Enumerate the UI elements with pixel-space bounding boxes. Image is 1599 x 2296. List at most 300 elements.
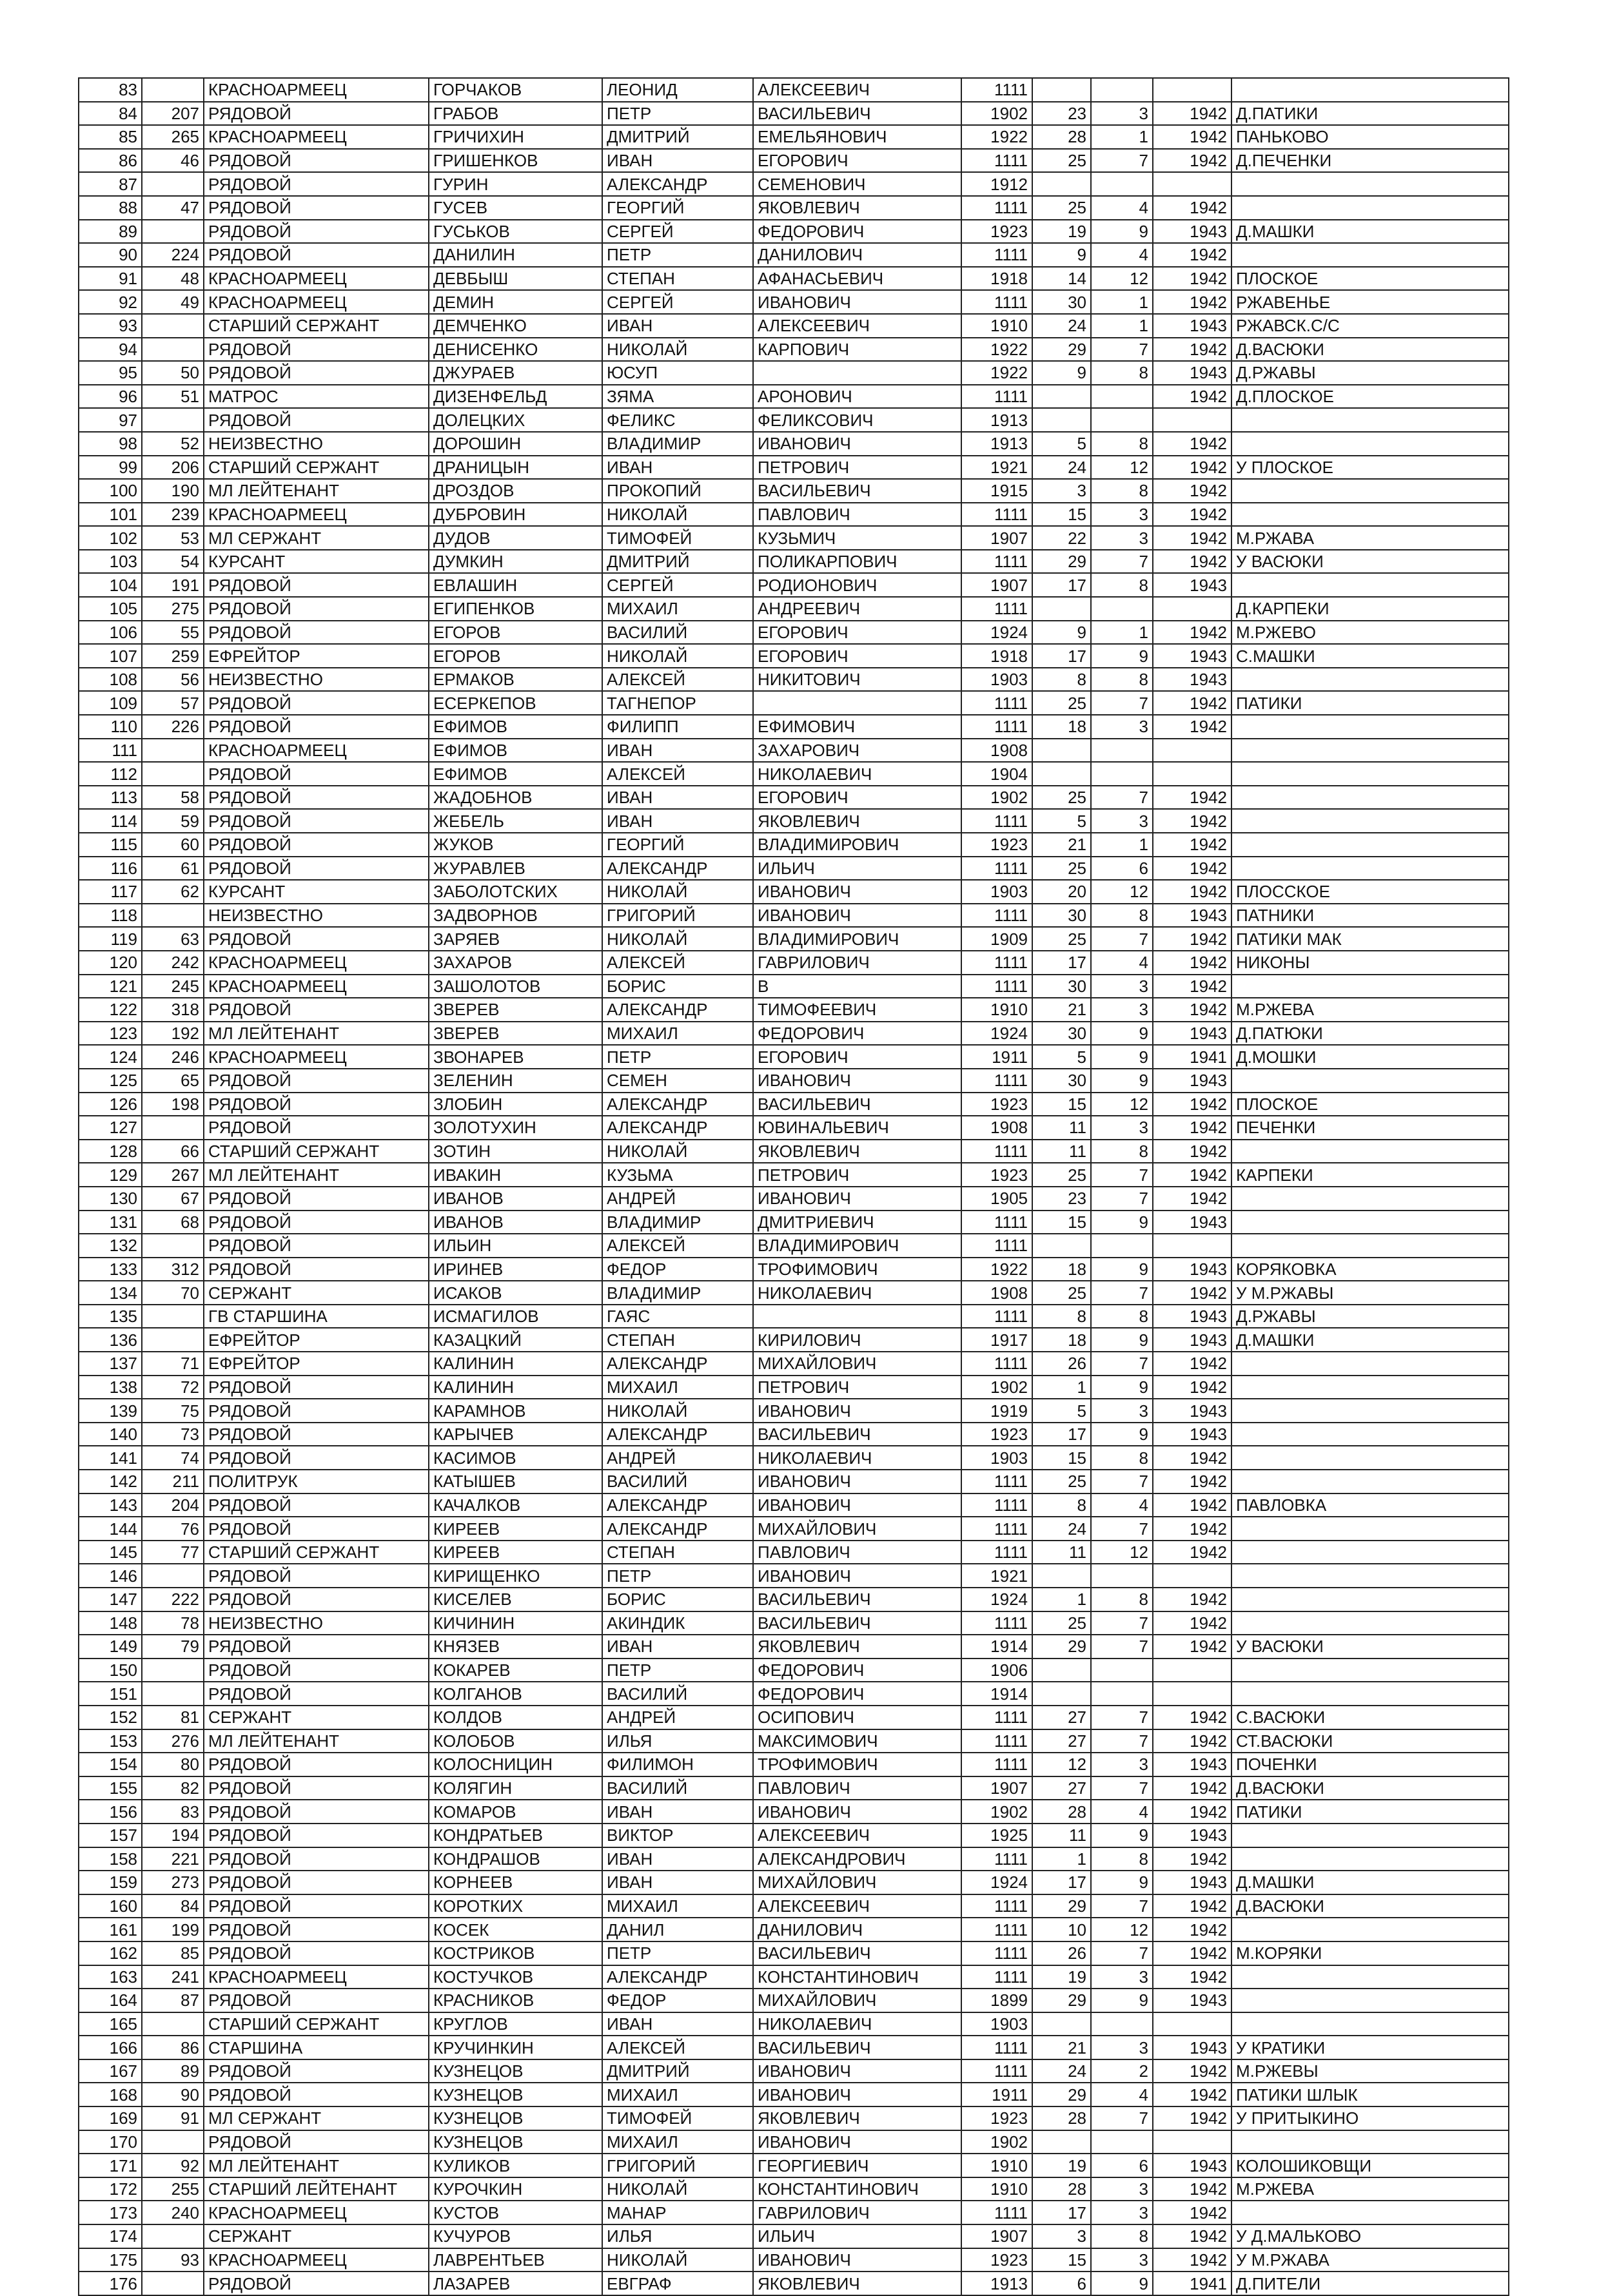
first-name-cell: ИЛЬЯ <box>602 2224 753 2248</box>
table-row <box>79 809 1509 833</box>
burial-place-cell <box>1231 1470 1509 1493</box>
death-year-cell: 1943 <box>1153 1753 1231 1776</box>
death-year-cell: 1942 <box>1153 526 1231 550</box>
table-row <box>79 904 1509 928</box>
burial-place-cell <box>1231 1187 1509 1211</box>
row-number-cell: 97 <box>79 408 142 432</box>
patronymic-cell: ИВАНОВИЧ <box>753 1399 961 1423</box>
death-day-cell: 17 <box>1032 2201 1091 2224</box>
patronymic-cell: КИРИЛОВИЧ <box>753 1328 961 1352</box>
row-number-cell: 132 <box>79 1234 142 1258</box>
burial-place-cell <box>1231 857 1509 880</box>
row-number-cell: 160 <box>79 1894 142 1918</box>
patronymic-cell: ИВАНОВИЧ <box>753 290 961 314</box>
death-day-cell: 19 <box>1032 2154 1091 2177</box>
death-day-cell: 26 <box>1032 1352 1091 1376</box>
burial-place-cell: ПЕЧЕНКИ <box>1231 1116 1509 1140</box>
patronymic-cell: ЯКОВЛЕВИЧ <box>753 2106 961 2130</box>
death-year-cell <box>1153 762 1231 786</box>
death-day-cell: 17 <box>1032 573 1091 597</box>
patronymic-cell: ВАСИЛЬЕВИЧ <box>753 1611 961 1635</box>
table-row <box>79 691 1509 715</box>
table-row <box>79 573 1509 597</box>
first-name-cell: ФИЛИМОН <box>602 1753 753 1776</box>
record-number-cell <box>142 1682 204 1706</box>
death-day-cell: 25 <box>1032 1163 1091 1187</box>
surname-cell: ДЕМИН <box>429 290 602 314</box>
row-number-cell: 94 <box>79 338 142 362</box>
patronymic-cell: АЛЕКСЕЕВИЧ <box>753 78 961 102</box>
row-number-cell: 153 <box>79 1729 142 1753</box>
table-row <box>79 597 1509 621</box>
burial-place-cell: СТ.ВАСЮКИ <box>1231 1729 1509 1753</box>
record-number-cell: 222 <box>142 1588 204 1611</box>
patronymic-cell: НИКИТОВИЧ <box>753 668 961 692</box>
death-month-cell: 2 <box>1091 2059 1153 2083</box>
surname-cell: КАЗАЦКИЙ <box>429 1328 602 1352</box>
birth-year-cell: 1922 <box>961 125 1032 149</box>
record-number-cell: 318 <box>142 998 204 1022</box>
first-name-cell: ФИЛИПП <box>602 715 753 739</box>
burial-place-cell <box>1231 1352 1509 1376</box>
death-year-cell: 1942 <box>1153 479 1231 503</box>
document-sheet <box>78 77 1509 2296</box>
death-year-cell: 1943 <box>1153 1824 1231 1847</box>
table-row <box>79 1187 1509 1211</box>
patronymic-cell: МАКСИМОВИЧ <box>753 1729 961 1753</box>
birth-year-cell: 1111 <box>961 385 1032 409</box>
burial-place-cell <box>1231 1140 1509 1163</box>
death-day-cell: 1 <box>1032 1588 1091 1611</box>
death-day-cell: 5 <box>1032 809 1091 833</box>
first-name-cell: АЛЕКСАНДР <box>602 172 753 196</box>
patronymic-cell: ТИМОФЕЕВИЧ <box>753 998 961 1022</box>
burial-place-cell: С.МАШКИ <box>1231 644 1509 668</box>
death-year-cell: 1942 <box>1153 1611 1231 1635</box>
record-number-cell: 91 <box>142 2106 204 2130</box>
surname-cell: ГРИШЕНКОВ <box>429 149 602 173</box>
death-day-cell: 19 <box>1032 220 1091 244</box>
death-year-cell: 1943 <box>1153 1399 1231 1423</box>
first-name-cell: ИЛЬЯ <box>602 1729 753 1753</box>
surname-cell: КАРЫЧЕВ <box>429 1423 602 1446</box>
row-number-cell: 125 <box>79 1069 142 1093</box>
rank-cell: РЯДОВОЙ <box>204 857 429 880</box>
table-row <box>79 762 1509 786</box>
row-number-cell: 126 <box>79 1093 142 1116</box>
patronymic-cell: ЯКОВЛЕВИЧ <box>753 1635 961 1659</box>
first-name-cell: ВАСИЛИЙ <box>602 1776 753 1800</box>
burial-place-cell: У М.РЖАВА <box>1231 2248 1509 2272</box>
rank-cell: КРАСНОАРМЕЕЦ <box>204 2248 429 2272</box>
burial-place-cell: Д.РЖАВЫ <box>1231 1305 1509 1328</box>
row-number-cell: 108 <box>79 668 142 692</box>
table-row <box>79 456 1509 480</box>
first-name-cell: НИКОЛАЙ <box>602 338 753 362</box>
record-number-cell: 55 <box>142 621 204 645</box>
first-name-cell: ИВАН <box>602 456 753 480</box>
table-row <box>79 1423 1509 1446</box>
row-number-cell: 118 <box>79 904 142 928</box>
patronymic-cell: ЕГОРОВИЧ <box>753 644 961 668</box>
death-year-cell: 1942 <box>1153 1376 1231 1399</box>
patronymic-cell: ВАСИЛЬЕВИЧ <box>753 1941 961 1965</box>
patronymic-cell: ПАВЛОВИЧ <box>753 1776 961 1800</box>
rank-cell: ЕФРЕЙТОР <box>204 644 429 668</box>
patronymic-cell: СЕМЕНОВИЧ <box>753 172 961 196</box>
surname-cell: ЗЛОБИН <box>429 1093 602 1116</box>
death-year-cell: 1942 <box>1153 149 1231 173</box>
first-name-cell: ИВАН <box>602 314 753 338</box>
death-month-cell: 7 <box>1091 338 1153 362</box>
rank-cell: РЯДОВОЙ <box>204 691 429 715</box>
rank-cell: РЯДОВОЙ <box>204 1116 429 1140</box>
patronymic-cell: ДАНИЛОВИЧ <box>753 1918 961 1941</box>
table-row <box>79 1800 1509 1824</box>
burial-place-cell: Д.ПЛОСКОЕ <box>1231 385 1509 409</box>
burial-place-cell: Д.МАШКИ <box>1231 1328 1509 1352</box>
table-row <box>79 951 1509 975</box>
table-row <box>79 125 1509 149</box>
row-number-cell: 101 <box>79 503 142 527</box>
table-row <box>79 2224 1509 2248</box>
death-year-cell <box>1153 1564 1231 1588</box>
row-number-cell: 130 <box>79 1187 142 1211</box>
death-year-cell: 1942 <box>1153 809 1231 833</box>
rank-cell: РЯДОВОЙ <box>204 998 429 1022</box>
death-month-cell <box>1091 408 1153 432</box>
patronymic-cell: ИВАНОВИЧ <box>753 1493 961 1517</box>
rank-cell: РЯДОВОЙ <box>204 1069 429 1093</box>
birth-year-cell: 1902 <box>961 102 1032 126</box>
birth-year-cell: 1907 <box>961 2224 1032 2248</box>
death-day-cell <box>1032 762 1091 786</box>
patronymic-cell: ВАСИЛЬЕВИЧ <box>753 1423 961 1446</box>
patronymic-cell: ФЕДОРОВИЧ <box>753 220 961 244</box>
death-year-cell <box>1153 1659 1231 1682</box>
birth-year-cell: 1925 <box>961 1824 1032 1847</box>
first-name-cell: МИХАИЛ <box>602 1376 753 1399</box>
birth-year-cell: 1902 <box>961 786 1032 810</box>
row-number-cell: 121 <box>79 975 142 998</box>
birth-year-cell: 1911 <box>961 1045 1032 1069</box>
death-day-cell <box>1032 739 1091 763</box>
first-name-cell: ФЕДОР <box>602 1989 753 2012</box>
rank-cell: РЯДОВОЙ <box>204 597 429 621</box>
row-number-cell: 106 <box>79 621 142 645</box>
row-number-cell: 110 <box>79 715 142 739</box>
first-name-cell: ПЕТР <box>602 243 753 267</box>
surname-cell: ЗАБОЛОТСКИХ <box>429 880 602 904</box>
surname-cell: ГРИЧИХИН <box>429 125 602 149</box>
rank-cell: СТАРШИЙ ЛЕЙТЕНАНТ <box>204 2177 429 2201</box>
row-number-cell: 161 <box>79 1918 142 1941</box>
record-number-cell: 226 <box>142 715 204 739</box>
death-day-cell: 30 <box>1032 904 1091 928</box>
death-month-cell: 8 <box>1091 1446 1153 1470</box>
burial-place-cell <box>1231 1446 1509 1470</box>
burial-place-cell: Д.РЖАВЫ <box>1231 361 1509 385</box>
table-row <box>79 1163 1509 1187</box>
table-row <box>79 1776 1509 1800</box>
birth-year-cell: 1923 <box>961 220 1032 244</box>
first-name-cell: НИКОЛАЙ <box>602 880 753 904</box>
death-month-cell: 3 <box>1091 526 1153 550</box>
record-number-cell: 275 <box>142 597 204 621</box>
death-year-cell: 1942 <box>1153 833 1231 857</box>
patronymic-cell: КУЗЬМИЧ <box>753 526 961 550</box>
record-number-cell: 71 <box>142 1352 204 1376</box>
birth-year-cell: 1902 <box>961 2130 1032 2154</box>
death-day-cell: 30 <box>1032 290 1091 314</box>
birth-year-cell: 1912 <box>961 172 1032 196</box>
record-number-cell: 57 <box>142 691 204 715</box>
table-row <box>79 857 1509 880</box>
death-day-cell: 25 <box>1032 1281 1091 1305</box>
surname-cell: ЕГОРОВ <box>429 621 602 645</box>
first-name-cell: АЛЕКСЕЙ <box>602 2036 753 2059</box>
death-day-cell: 24 <box>1032 314 1091 338</box>
row-number-cell: 114 <box>79 809 142 833</box>
death-month-cell: 8 <box>1091 432 1153 456</box>
rank-cell: РЯДОВОЙ <box>204 2059 429 2083</box>
death-year-cell: 1942 <box>1153 125 1231 149</box>
death-day-cell: 11 <box>1032 1140 1091 1163</box>
row-number-cell: 104 <box>79 573 142 597</box>
death-day-cell: 17 <box>1032 644 1091 668</box>
patronymic-cell: ВЛАДИМИРОВИЧ <box>753 833 961 857</box>
death-month-cell: 7 <box>1091 1776 1153 1800</box>
death-month-cell: 4 <box>1091 1800 1153 1824</box>
birth-year-cell: 1111 <box>961 1753 1032 1776</box>
rank-cell: РЯДОВОЙ <box>204 1258 429 1281</box>
row-number-cell: 119 <box>79 927 142 951</box>
surname-cell: КОЛДОВ <box>429 1706 602 1729</box>
table-row <box>79 385 1509 409</box>
row-number-cell: 122 <box>79 998 142 1022</box>
surname-cell: КУСТОВ <box>429 2201 602 2224</box>
death-year-cell: 1942 <box>1153 2177 1231 2201</box>
row-number-cell: 169 <box>79 2106 142 2130</box>
surname-cell: КАЛИНИН <box>429 1376 602 1399</box>
death-day-cell <box>1032 1682 1091 1706</box>
burial-place-cell: У М.РЖАВЫ <box>1231 1281 1509 1305</box>
record-number-cell: 70 <box>142 1281 204 1305</box>
death-month-cell: 4 <box>1091 243 1153 267</box>
first-name-cell: ИВАН <box>602 739 753 763</box>
row-number-cell: 116 <box>79 857 142 880</box>
row-number-cell: 136 <box>79 1328 142 1352</box>
patronymic-cell: ВЛАДИМИРОВИЧ <box>753 1234 961 1258</box>
death-year-cell: 1943 <box>1153 644 1231 668</box>
death-day-cell <box>1032 1659 1091 1682</box>
surname-cell: КУЗНЕЦОВ <box>429 2083 602 2106</box>
patronymic-cell: ВАСИЛЬЕВИЧ <box>753 1588 961 1611</box>
rank-cell: РЯДОВОЙ <box>204 338 429 362</box>
death-month-cell: 8 <box>1091 1305 1153 1328</box>
surname-cell: ДЕМЧЕНКО <box>429 314 602 338</box>
surname-cell: ЕФИМОВ <box>429 739 602 763</box>
burial-place-cell: М.КОРЯКИ <box>1231 1941 1509 1965</box>
birth-year-cell: 1899 <box>961 1989 1032 2012</box>
burial-place-cell: М.РЖЕВЫ <box>1231 2059 1509 2083</box>
death-day-cell: 1 <box>1032 1847 1091 1871</box>
rank-cell: НЕИЗВЕСТНО <box>204 432 429 456</box>
record-number-cell <box>142 904 204 928</box>
rank-cell: КРАСНОАРМЕЕЦ <box>204 975 429 998</box>
birth-year-cell: 1111 <box>961 1352 1032 1376</box>
patronymic-cell: НИКОЛАЕВИЧ <box>753 762 961 786</box>
rank-cell: МЛ СЕРЖАНТ <box>204 526 429 550</box>
rank-cell: РЯДОВОЙ <box>204 1446 429 1470</box>
rank-cell: КРАСНОАРМЕЕЦ <box>204 290 429 314</box>
burial-place-cell <box>1231 1824 1509 1847</box>
table-row <box>79 1493 1509 1517</box>
record-number-cell: 80 <box>142 1753 204 1776</box>
patronymic-cell: ЕФИМОВИЧ <box>753 715 961 739</box>
death-month-cell: 7 <box>1091 1611 1153 1635</box>
patronymic-cell: МИХАЙЛОВИЧ <box>753 1871 961 1894</box>
burial-place-cell: ПАТИКИ <box>1231 1800 1509 1824</box>
death-year-cell: 1942 <box>1153 951 1231 975</box>
table-row <box>79 1706 1509 1729</box>
patronymic-cell: АРОНОВИЧ <box>753 385 961 409</box>
birth-year-cell: 1922 <box>961 338 1032 362</box>
table-row <box>79 1399 1509 1423</box>
first-name-cell: ИВАН <box>602 1635 753 1659</box>
death-month-cell: 12 <box>1091 456 1153 480</box>
death-month-cell: 4 <box>1091 2083 1153 2106</box>
record-number-cell: 93 <box>142 2248 204 2272</box>
death-month-cell: 3 <box>1091 1116 1153 1140</box>
death-month-cell: 4 <box>1091 196 1153 220</box>
patronymic-cell: АФАНАСЬЕВИЧ <box>753 267 961 291</box>
death-year-cell <box>1153 1234 1231 1258</box>
row-number-cell: 138 <box>79 1376 142 1399</box>
record-number-cell: 87 <box>142 1989 204 2012</box>
death-month-cell: 8 <box>1091 668 1153 692</box>
record-number-cell <box>142 314 204 338</box>
surname-cell: ДЕНИСЕНКО <box>429 338 602 362</box>
row-number-cell: 96 <box>79 385 142 409</box>
row-number-cell: 174 <box>79 2224 142 2248</box>
record-number-cell <box>142 1116 204 1140</box>
rank-cell: МЛ ЛЕЙТЕНАНТ <box>204 1163 429 1187</box>
row-number-cell: 99 <box>79 456 142 480</box>
table-row <box>79 102 1509 126</box>
first-name-cell: ИВАН <box>602 1800 753 1824</box>
patronymic-cell: ЯКОВЛЕВИЧ <box>753 2272 961 2295</box>
rank-cell: РЯДОВОЙ <box>204 1682 429 1706</box>
surname-cell: ЗАДВОРНОВ <box>429 904 602 928</box>
death-day-cell: 8 <box>1032 1493 1091 1517</box>
birth-year-cell: 1111 <box>961 1211 1032 1234</box>
rank-cell: КРАСНОАРМЕЕЦ <box>204 267 429 291</box>
record-number-cell: 86 <box>142 2036 204 2059</box>
death-month-cell: 3 <box>1091 1399 1153 1423</box>
table-row <box>79 1659 1509 1682</box>
burial-place-cell <box>1231 715 1509 739</box>
death-year-cell <box>1153 1682 1231 1706</box>
table-row <box>79 2012 1509 2036</box>
first-name-cell: ПЕТР <box>602 1045 753 1069</box>
patronymic-cell: АНДРЕЕВИЧ <box>753 597 961 621</box>
rank-cell: МЛ ЛЕЙТЕНАНТ <box>204 1022 429 1046</box>
record-number-cell: 259 <box>142 644 204 668</box>
death-month-cell: 8 <box>1091 361 1153 385</box>
burial-place-cell <box>1231 1588 1509 1611</box>
record-number-cell: 224 <box>142 243 204 267</box>
rank-cell: РЯДОВОЙ <box>204 1918 429 1941</box>
first-name-cell: ВЛАДИМИР <box>602 1211 753 1234</box>
death-month-cell <box>1091 385 1153 409</box>
record-number-cell: 48 <box>142 267 204 291</box>
death-year-cell: 1942 <box>1153 1918 1231 1941</box>
first-name-cell: ТИМОФЕЙ <box>602 2106 753 2130</box>
death-year-cell: 1942 <box>1153 1541 1231 1564</box>
death-year-cell: 1942 <box>1153 1729 1231 1753</box>
table-row <box>79 833 1509 857</box>
surname-cell: КАРАМНОВ <box>429 1399 602 1423</box>
death-year-cell: 1942 <box>1153 1517 1231 1541</box>
patronymic-cell: ПАВЛОВИЧ <box>753 503 961 527</box>
death-year-cell: 1942 <box>1153 1163 1231 1187</box>
table-row <box>79 78 1509 102</box>
death-month-cell: 12 <box>1091 267 1153 291</box>
birth-year-cell: 1111 <box>961 857 1032 880</box>
surname-cell: КОЛГАНОВ <box>429 1682 602 1706</box>
first-name-cell: АНДРЕЙ <box>602 1706 753 1729</box>
death-day-cell: 11 <box>1032 1541 1091 1564</box>
row-number-cell: 88 <box>79 196 142 220</box>
death-year-cell: 1942 <box>1153 1140 1231 1163</box>
birth-year-cell: 1902 <box>961 1800 1032 1824</box>
row-number-cell: 163 <box>79 1965 142 1989</box>
death-year-cell: 1942 <box>1153 621 1231 645</box>
row-number-cell: 176 <box>79 2272 142 2295</box>
death-year-cell: 1942 <box>1153 1635 1231 1659</box>
birth-year-cell: 1111 <box>961 975 1032 998</box>
rank-cell: РЯДОВОЙ <box>204 243 429 267</box>
first-name-cell: ИВАН <box>602 1871 753 1894</box>
row-number-cell: 152 <box>79 1706 142 1729</box>
rank-cell: КРАСНОАРМЕЕЦ <box>204 503 429 527</box>
surname-cell: ГУСЬКОВ <box>429 220 602 244</box>
row-number-cell: 162 <box>79 1941 142 1965</box>
burial-place-cell: Д.ПАТЮКИ <box>1231 1022 1509 1046</box>
table-row <box>79 1918 1509 1941</box>
birth-year-cell: 1922 <box>961 1258 1032 1281</box>
record-number-cell: 58 <box>142 786 204 810</box>
death-year-cell: 1942 <box>1153 880 1231 904</box>
death-day-cell: 17 <box>1032 1423 1091 1446</box>
row-number-cell: 103 <box>79 550 142 574</box>
death-year-cell: 1942 <box>1153 1706 1231 1729</box>
birth-year-cell: 1111 <box>961 1493 1032 1517</box>
first-name-cell: КУЗЬМА <box>602 1163 753 1187</box>
record-number-cell: 61 <box>142 857 204 880</box>
rank-cell: МАТРОС <box>204 385 429 409</box>
death-month-cell: 7 <box>1091 550 1153 574</box>
table-row <box>79 2248 1509 2272</box>
first-name-cell: СТЕПАН <box>602 1541 753 1564</box>
record-number-cell: 46 <box>142 149 204 173</box>
surname-cell: ЗАРЯЕВ <box>429 927 602 951</box>
surname-cell: ЕФИМОВ <box>429 715 602 739</box>
birth-year-cell: 1913 <box>961 2272 1032 2295</box>
birth-year-cell: 1923 <box>961 2248 1032 2272</box>
birth-year-cell: 1913 <box>961 432 1032 456</box>
